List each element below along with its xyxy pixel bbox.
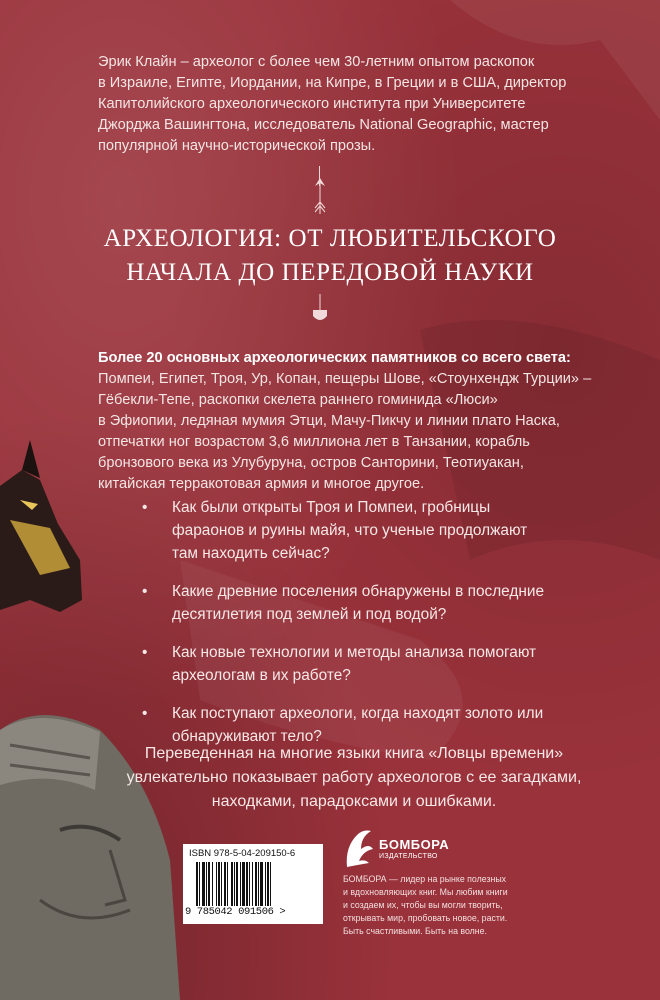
- bullet: •: [142, 583, 148, 600]
- sites-line: бронзового века из Улубуруна, остров Санторини, Теотиуакан,: [98, 455, 524, 471]
- blurb-line: Быть счастливыми. Быть на волне.: [343, 926, 488, 936]
- isbn-label: ISBN 978-5-04-209150-6: [189, 848, 296, 859]
- barcode-bar: [196, 862, 198, 906]
- question-line: там находить сейчас?: [172, 545, 330, 562]
- question-line: Как были открыты Троя и Помпеи, гробницы: [172, 499, 491, 516]
- publisher-sub: ИЗДАТЕЛЬСТВО: [379, 853, 438, 860]
- sites-lead: Более 20 основных археологических памятников со всего света:: [98, 350, 571, 366]
- barcode-bar: [236, 862, 238, 906]
- question-line: Какие древние поселения обнаружены в последние: [172, 583, 545, 600]
- anubis-figurine-icon: [0, 440, 82, 612]
- sites-paragraph: [98, 348, 628, 495]
- barcode-bar: [270, 862, 271, 906]
- closing-paragraph: [104, 742, 604, 814]
- question-item: [142, 641, 612, 687]
- closing-line: Переведенная на многие языки книга «Ловцы времени»: [144, 745, 564, 762]
- question-line: обнаруживают тело?: [172, 728, 322, 745]
- bullet: •: [142, 705, 148, 722]
- barcode-bar: [234, 862, 235, 906]
- sites-line: в Эфиопии, ледяная мумия Этци, Мачу-Пикчу и линии плато Наска,: [98, 413, 560, 429]
- barcode-bar: [227, 862, 228, 906]
- barcode-bar: [249, 862, 250, 906]
- bombora-wave-logo-icon: [343, 827, 375, 871]
- barcode-bar: [202, 862, 205, 906]
- bio-line: Джорджа Вашингтона, исследователь National Geographic, мастер: [98, 117, 549, 133]
- barcode-digits: 9 785042 091506 >: [185, 906, 286, 918]
- bullet: •: [142, 499, 148, 516]
- closing-line: увлекательно показывает работу археологов с ее загадками,: [126, 769, 582, 786]
- barcode-bar: [258, 862, 259, 906]
- question-line: археологам в их работе?: [172, 667, 351, 684]
- questions-list: [142, 496, 612, 763]
- barcode-bar: [212, 862, 213, 906]
- sites-line: китайская терракотовая армия и многое другое.: [98, 476, 425, 492]
- question-line: десятилетия под землей и под водой?: [172, 606, 447, 623]
- bio-line: популярной научно-исторической прозы.: [98, 138, 376, 154]
- barcode-bar: [246, 862, 248, 906]
- bio-line: в Израиле, Египте, Иордании, на Кипре, в Греции и в США, директор: [98, 75, 567, 91]
- question-line: фараонов и руины майя, что ученые продолжают: [172, 522, 528, 539]
- bio-line: Капитолийского археологического института при Университете: [98, 96, 526, 112]
- shovel-icon: [311, 294, 329, 324]
- barcode-bars: [196, 862, 310, 906]
- barcode-bar: [208, 862, 210, 906]
- barcode-bar: [199, 862, 200, 906]
- closing-line: находками, парадоксами и ошибками.: [211, 793, 497, 810]
- barcode-bar: [218, 862, 220, 906]
- sites-line: отпечатки ног возрастом 3,6 миллиона лет в Танзании, корабль: [98, 434, 530, 450]
- barcode-bar: [252, 862, 253, 906]
- barcode-bar: [224, 862, 226, 906]
- barcode-bar: [216, 862, 217, 906]
- heading-line: НАЧАЛА ДО ПЕРЕДОВОЙ НАУКИ: [126, 259, 534, 286]
- barcode-bar: [221, 862, 222, 906]
- barcode-bar: [255, 862, 257, 906]
- barcode: [183, 844, 323, 924]
- barcode-bar: [267, 862, 269, 906]
- section-heading: [0, 222, 660, 290]
- author-bio: [98, 52, 618, 157]
- blurb-line: и вдохновляющих книг. Мы любим книги: [343, 887, 508, 897]
- barcode-bar: [231, 862, 233, 906]
- barcode-bar: [265, 862, 266, 906]
- question-item: [142, 496, 612, 565]
- barcode-bar: [240, 862, 241, 906]
- bullet: •: [142, 644, 148, 661]
- barcode-bar: [260, 862, 263, 906]
- publisher-blurb: [343, 873, 623, 938]
- question-item: [142, 580, 612, 626]
- question-line: Как поступают археологи, когда находят золото или: [172, 705, 544, 722]
- sites-line: Гёбекли-Тепе, раскопки скелета раннего гоминида «Люси»: [98, 392, 498, 408]
- barcode-bar: [242, 862, 245, 906]
- arrow-icon: [314, 178, 326, 214]
- barcode-bar: [206, 862, 207, 906]
- question-line: Как новые технологии и методы анализа помогают: [172, 644, 537, 661]
- blurb-line: БОМБОРА — лидер на рынке полезных: [343, 874, 507, 884]
- heading-line: АРХЕОЛОГИЯ: ОТ ЛЮБИТЕЛЬСКОГО: [103, 225, 557, 252]
- blurb-line: открывать мир, пробовать новое, расти.: [343, 913, 508, 923]
- blurb-line: и создаем их, чтобы вы могли творить,: [343, 900, 503, 910]
- publisher-name: БОМБОРА: [379, 837, 450, 852]
- bio-line: Эрик Клайн – археолог с более чем 30-летним опытом раскопок: [98, 54, 535, 70]
- sites-line: Помпеи, Египет, Троя, Ур, Копан, пещеры Шове, «Стоунхендж Турции» –: [98, 371, 592, 387]
